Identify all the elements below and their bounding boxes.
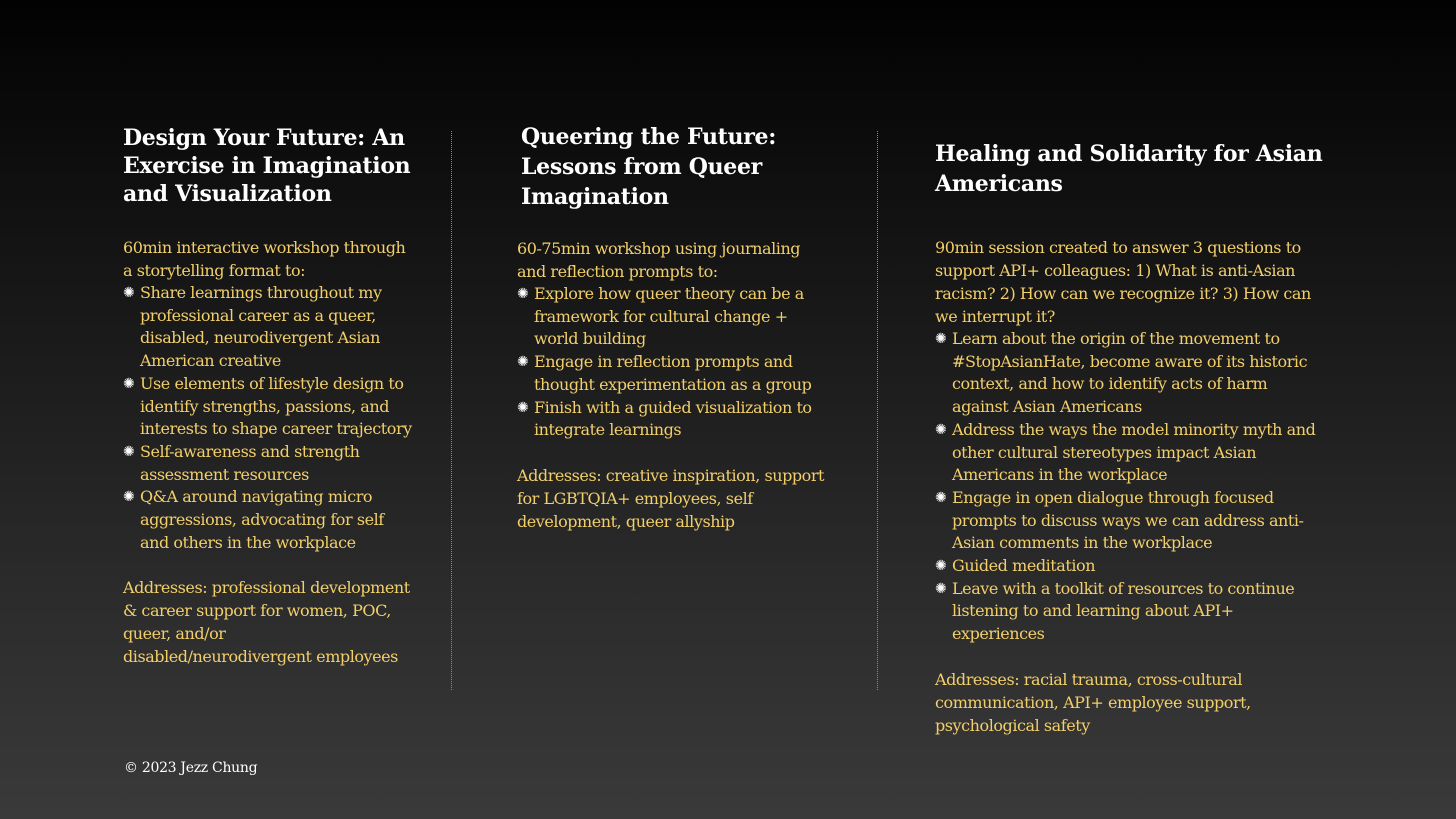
asterisk-bullet-icon: ✺ [123, 443, 135, 460]
workshop-bullet [517, 351, 827, 396]
workshop-title: Design Your Future: An Exercise in Imagination and Visualization [123, 125, 411, 207]
asterisk-bullet-icon: ✺ [517, 354, 529, 371]
workshop-bullet [517, 283, 827, 351]
workshop-intro: 60-75min workshop using journaling and reflection prompts to: [517, 239, 801, 281]
workshop-column-design-your-future [123, 124, 413, 668]
workshop-bullet-text: Leave with a toolkit of resources to continue listening to and learning about API+ experiences [952, 578, 1295, 644]
workshop-title: Healing and Solidarity for Asian Americans [935, 141, 1323, 197]
asterisk-bullet-icon: ✺ [935, 558, 947, 575]
workshop-bullet-text: Q&A around navigating micro aggressions, advocating for self and others in the workplace [140, 487, 384, 552]
workshop-intro: 90min session created to answer 3 questions to support API+ colleagues: 1) What is anti-Asian racism? 2) How can we recognize it? 3) How can we interrupt it? [935, 238, 1311, 326]
asterisk-bullet-icon: ✺ [935, 331, 947, 347]
workshop-bullet-list [123, 282, 413, 554]
copyright-footer: © 2023 Jezz Chung [124, 760, 258, 776]
asterisk-bullet-icon: ✺ [517, 286, 529, 302]
workshop-bullet-text: Use elements of lifestyle design to identify strengths, passions, and interests to shape career trajectory [140, 373, 412, 439]
column-divider [877, 131, 878, 690]
workshop-bullet-text: Share learnings throughout my professional career as a queer, disabled, neurodivergent Asian American creative [140, 283, 382, 371]
workshop-bullet [517, 397, 827, 442]
workshop-addresses: Addresses: racial trauma, cross-cultural communication, API+ employee support, psychological safety [935, 669, 1251, 735]
workshop-bullet-text: Engage in open dialogue through focused prompts to discuss ways we can address anti-Asian comments in the workplace [952, 487, 1304, 553]
workshop-bullet-text: Engage in reflection prompts and thought experimentation as a group [534, 352, 812, 394]
workshop-column-queering-the-future [517, 122, 827, 533]
asterisk-bullet-icon: ✺ [123, 285, 135, 301]
asterisk-bullet-icon: ✺ [935, 489, 947, 506]
workshop-bullet [935, 555, 1325, 578]
workshop-column-healing-and-solidarity [935, 139, 1325, 737]
workshop-bullet [123, 486, 413, 554]
workshop-addresses: Addresses: professional development & career support for women, POC, queer, and/or disabled/neurodivergent employees [123, 578, 410, 667]
workshop-bullet-text: Learn about the origin of the movement to #StopAsianHate, become aware of its historic context, and how to identify acts of harm against Asian Americans [952, 329, 1308, 417]
workshop-bullet [123, 373, 413, 441]
workshop-bullet-text: Self-awareness and strength assessment resources [140, 441, 360, 484]
workshop-bullet [935, 419, 1325, 487]
asterisk-bullet-icon: ✺ [517, 399, 529, 416]
workshop-bullet [935, 328, 1325, 419]
workshop-title: Queering the Future: Lessons from Queer Imagination [521, 124, 777, 210]
workshop-bullet [123, 441, 413, 486]
asterisk-bullet-icon: ✺ [935, 421, 947, 438]
workshop-bullet-list [517, 283, 827, 442]
workshop-bullet-text: Address the ways the model minority myth and other cultural stereotypes impact Asian Americans in the workplace [952, 419, 1316, 485]
asterisk-bullet-icon: ✺ [935, 580, 947, 597]
asterisk-bullet-icon: ✺ [123, 489, 135, 506]
asterisk-bullet-icon: ✺ [123, 375, 135, 392]
workshop-bullet [935, 487, 1325, 555]
workshop-intro: 60min interactive workshop through a storytelling format to: [123, 238, 406, 280]
column-divider [451, 131, 452, 690]
workshop-bullet-list [935, 328, 1325, 646]
workshop-bullet [123, 282, 413, 373]
workshop-bullet [935, 578, 1325, 646]
workshop-bullet-text: Guided meditation [952, 556, 1096, 576]
workshop-bullet-text: Finish with a guided visualization to integrate learnings [534, 397, 812, 440]
workshop-addresses: Addresses: creative inspiration, support for LGBTQIA+ employees, self development, queer allyship [517, 465, 825, 531]
workshop-bullet-text: Explore how queer theory can be a framework for cultural change + world building [534, 284, 804, 349]
